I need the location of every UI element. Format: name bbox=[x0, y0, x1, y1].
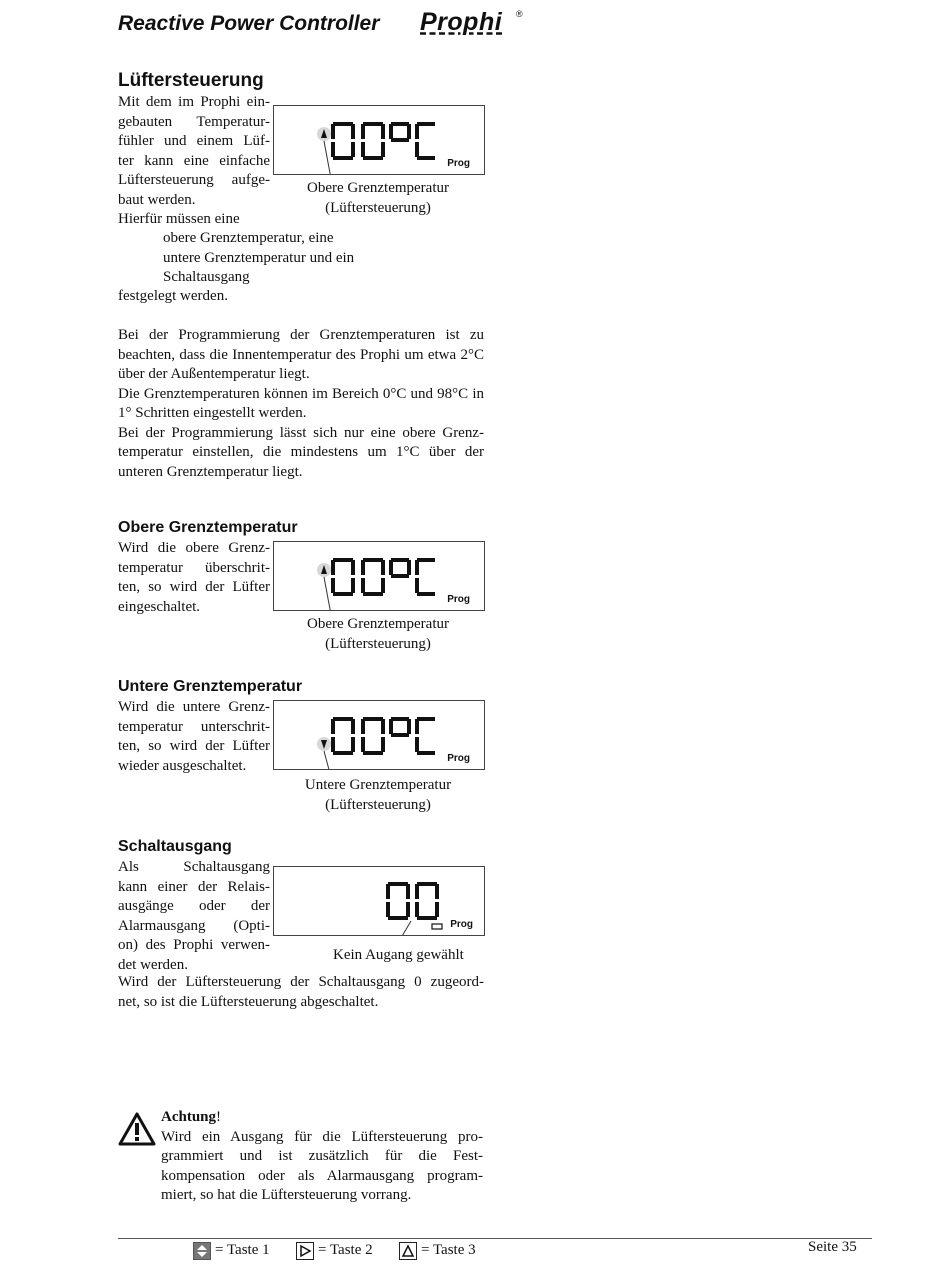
warning-icon bbox=[118, 1112, 156, 1146]
text-line: kompensation oder als Alarmausgang program- bbox=[161, 1167, 483, 1184]
pointer-line bbox=[324, 141, 332, 174]
fan-intro-text bbox=[118, 93, 270, 230]
text-line: Als Schaltausgang bbox=[118, 859, 270, 875]
display-caption: Kein Augang gewählt bbox=[333, 947, 464, 963]
output-after-text bbox=[118, 973, 484, 1012]
caption-line: (Lüftersteuerung) bbox=[325, 199, 431, 216]
prog-label: Prog bbox=[447, 158, 470, 169]
text-line: Mit dem im Prophi ein- bbox=[118, 94, 270, 110]
text-line: temperatur überschrit- bbox=[118, 559, 270, 576]
output-text bbox=[118, 858, 270, 975]
warning-title bbox=[161, 1108, 483, 1128]
footer-key3 bbox=[399, 1241, 476, 1261]
text-line: ausgänge oder der bbox=[118, 898, 270, 914]
text-line: ten, so wird der Lüfter bbox=[118, 738, 270, 754]
caption-line: Obere Grenztemperatur bbox=[306, 616, 449, 632]
text-line: Wird die untere Grenz- bbox=[118, 699, 270, 715]
text-line: miert, so hat die Lüftersteuerung vorrang. bbox=[161, 1187, 412, 1203]
text-line: Schaltausgang bbox=[163, 269, 250, 285]
section-heading-lower: Untere Grenztemperatur bbox=[118, 678, 303, 695]
text-line: fühler und einem Lüf- bbox=[118, 133, 270, 149]
text-line: net, so ist die Lüftersteuerung abgeschaltet. bbox=[118, 993, 379, 1010]
pointer-line bbox=[324, 577, 332, 610]
paragraph: Bei der Programmierung lässt sich nur eine obere Grenz-temperatur einstellen, die mindestens um 1°C über der unteren Grenztemperatur liegt. bbox=[118, 424, 484, 480]
section-heading-output: Schaltausgang bbox=[118, 838, 232, 855]
key2-label: = Taste 2 bbox=[318, 1242, 373, 1258]
display-caption bbox=[273, 615, 483, 654]
section-heading-fan: Lüftersteuerung bbox=[118, 70, 264, 91]
footer-key2 bbox=[296, 1241, 373, 1261]
lcd-display bbox=[273, 541, 485, 611]
key-up-icon bbox=[399, 1242, 417, 1260]
page-number: Seite 35 bbox=[808, 1239, 857, 1255]
display-caption bbox=[273, 776, 483, 815]
text-line: gebauten Temperatur- bbox=[118, 113, 270, 130]
seven-segment-digits bbox=[333, 124, 435, 158]
seven-segment-digits bbox=[388, 884, 437, 918]
key1-label: = Taste 1 bbox=[215, 1242, 270, 1258]
pointer-line bbox=[324, 751, 332, 769]
text-line: festgelegt werden. bbox=[118, 288, 228, 304]
seven-segment-digits bbox=[333, 560, 435, 594]
prog-label: Prog bbox=[447, 753, 470, 764]
caption-line: (Lüftersteuerung) bbox=[325, 635, 431, 652]
text-line: kann einer der Relais- bbox=[118, 878, 270, 895]
registered-mark: ® bbox=[516, 9, 523, 19]
caption-line: (Lüftersteuerung) bbox=[325, 796, 431, 813]
lcd-display bbox=[273, 866, 485, 936]
text-line: Alarmausgang (Opti- bbox=[118, 917, 270, 934]
caption-line: Untere Grenztemperatur bbox=[304, 777, 452, 793]
text-line: grammiert und ist zusätzlich für die Fest- bbox=[161, 1148, 483, 1164]
caption-line: Obere Grenztemperatur bbox=[306, 180, 449, 196]
upper-text bbox=[118, 539, 270, 617]
warning-box bbox=[161, 1108, 483, 1206]
lcd-display bbox=[273, 105, 485, 175]
output-indicator-icon bbox=[432, 924, 442, 929]
text-line: obere Grenztemperatur, eine bbox=[163, 230, 334, 246]
lower-text bbox=[118, 698, 270, 776]
prog-label: Prog bbox=[450, 919, 473, 930]
warning-title-text: Achtung bbox=[161, 1109, 217, 1125]
text-line: on) des Prophi verwen- bbox=[118, 937, 270, 953]
text-line: Lüftersteuerung aufge- bbox=[118, 172, 270, 188]
text-line: temperatur unterschrit- bbox=[118, 718, 270, 735]
paragraph: Bei der Programmierung der Grenztemperaturen ist zu beachten, dass die Innentemperatur des Prophi um etwa 2°C über der Außentemperatur liegt. bbox=[118, 327, 484, 382]
fan-indent-text bbox=[163, 229, 403, 288]
seven-segment-digits bbox=[333, 719, 435, 753]
text-line: wieder ausgeschaltet. bbox=[118, 757, 247, 774]
warning-exclamation: ! bbox=[216, 1109, 222, 1125]
text-line: Wird die obere Grenz- bbox=[118, 540, 270, 556]
text-line: eingeschaltet. bbox=[118, 598, 201, 615]
brand-logo: Prophi bbox=[420, 8, 503, 36]
text-line: Hierfür müssen eine bbox=[118, 211, 240, 227]
text-line: Wird ein Ausgang für die Lüftersteuerung pro- bbox=[161, 1128, 483, 1145]
lcd-display bbox=[273, 700, 485, 770]
text-line: baut werden. bbox=[118, 191, 196, 208]
section-heading-upper: Obere Grenztemperatur bbox=[118, 519, 298, 536]
key-enter-icon bbox=[193, 1242, 211, 1260]
document-title: Reactive Power Controller bbox=[118, 12, 380, 35]
fan-paragraphs bbox=[118, 326, 484, 482]
text-line: det werden. bbox=[118, 956, 188, 973]
display-caption bbox=[273, 179, 483, 218]
footer-key1 bbox=[193, 1241, 270, 1261]
paragraph: Die Grenztemperaturen können im Bereich 0°C und 98°C in 1° Schritten eingestellt werden. bbox=[118, 385, 484, 421]
key3-label: = Taste 3 bbox=[421, 1242, 476, 1258]
text-line: untere Grenztemperatur und ein bbox=[163, 249, 355, 266]
key-right-icon bbox=[296, 1242, 314, 1260]
text-line: ten, so wird der Lüfter bbox=[118, 579, 270, 595]
prog-label: Prog bbox=[447, 594, 470, 605]
footer-divider bbox=[118, 1238, 872, 1239]
text-line: ter kann eine einfache bbox=[118, 152, 270, 169]
text-line: Wird der Lüftersteuerung der Schaltausgang 0 zugeord- bbox=[118, 974, 484, 990]
pointer-line bbox=[398, 921, 411, 935]
